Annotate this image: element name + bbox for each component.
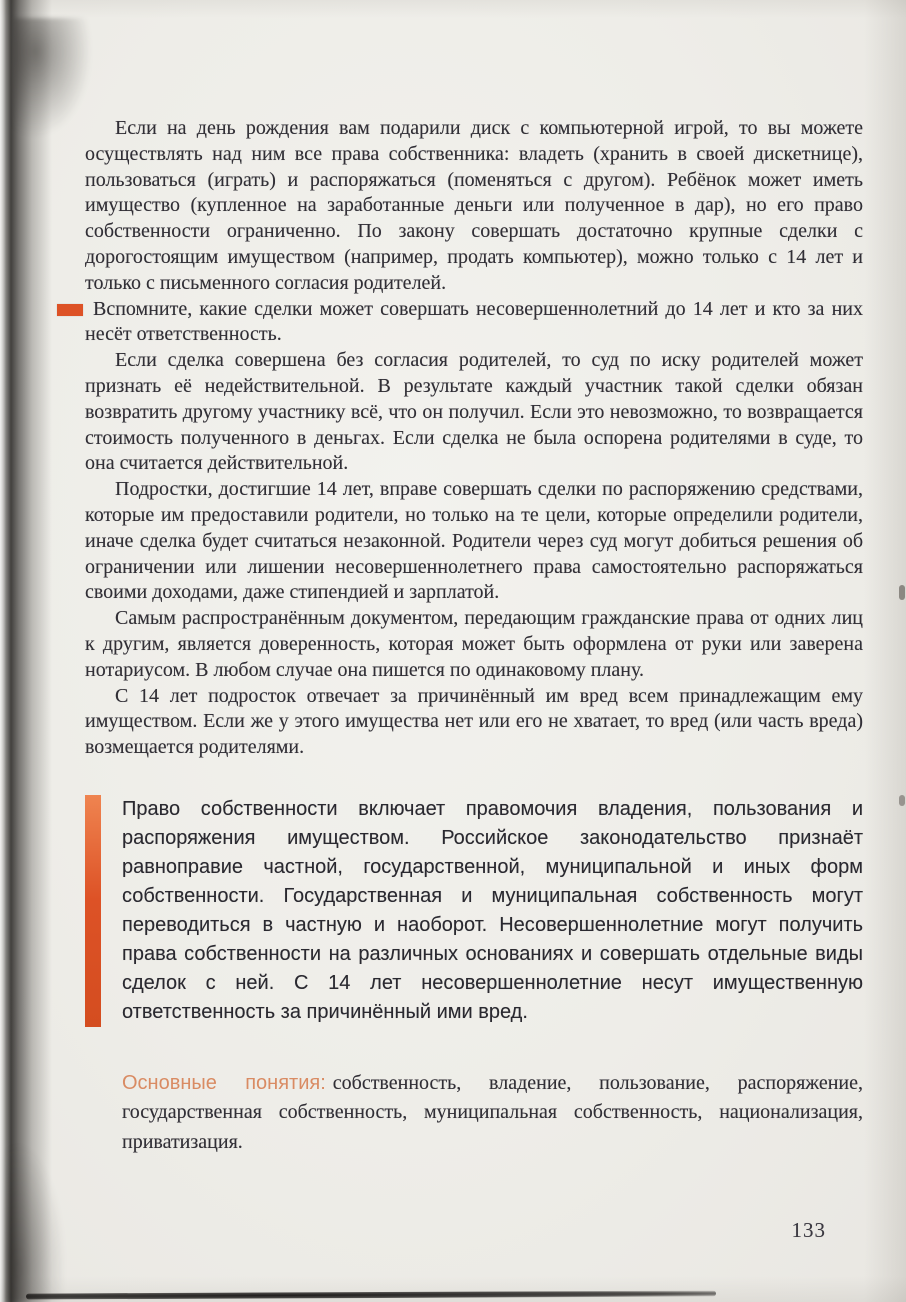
binding-shadow <box>0 0 52 1302</box>
page-content <box>85 116 863 1157</box>
body-paragraph: Если на день рождения вам подарили диск с компьютерной игрой, то вы можете осуществлять над ним все права собственника: владеть (хранить в своей дискетнице), пользоваться (играть) и распоряжаться (поменяться с другом). Ребёнок может иметь имущество (купленное на заработанные деньги или полученное в дар), но его право собственности ограниченно. По закону совершать достаточно крупные сделки с дорогостоящим имуществом (например, продать компьютер), можно только с 14 лет и только с письменного согласия родителей. <box>85 117 863 294</box>
scan-smudge-bottom-left <box>6 1142 66 1302</box>
key-concepts-label: Основные понятия: <box>122 1071 326 1094</box>
body-paragraph: С 14 лет подросток отвечает за причинённый им вред всем принадлежащим ему имуществом. Если же у этого имущества нет или его не хватает, то вред (или часть вреда) возмещается родителями. <box>85 684 863 759</box>
task-marker-icon <box>57 304 83 316</box>
body-paragraph: Подростки, достигшие 14 лет, вправе совершать сделки по распоряжению средствами, которые им предоставили родители, но только на те цели, которые определили родители, иначе сделка будет считаться незаконной. Родители через суд могут добиться решения об ограничении или лишении несовершеннолетнего права самостоятельно распоряжаться своими доходами, даже стипендией и зарплатой. <box>85 478 863 604</box>
recall-task-paragraph <box>85 297 863 349</box>
scan-edge-line <box>26 1290 716 1299</box>
recall-task-text: Вспомните, какие сделки может совершать несовершеннолетний до 14 лет и кто за них несёт ответственность. <box>85 297 863 346</box>
body-paragraph: Если сделка совершена без согласия родителей, то суд по иску родителей может признать её недействительной. В результате каждый участник такой сделки обязан возвратить другому участнику всё, что он получил. Если это невозможно, то возвращается стоимость полученного в деньгах. Если сделка не была оспорена родителями в суде, то она считается действительной. <box>85 349 863 475</box>
page-number: 133 <box>791 1218 826 1242</box>
summary-box <box>85 795 863 1027</box>
key-concepts <box>122 1069 863 1158</box>
summary-accent-bar <box>85 795 101 1027</box>
scan-smudge-top-left <box>14 18 92 138</box>
body-paragraph: Самым распространённым документом, передающим гражданские права от одних лиц к другим, является доверенность, которая может быть оформлена от руки или заверена нотариусом. В любом случае она пишется по одинаковому плану. <box>85 607 863 681</box>
scan-edge-mark <box>899 795 905 806</box>
key-concepts-terms: собственность, владение, пользование, распоряжение, государственная собственность, муниципальная собственность, национализация, приватизация. <box>122 1071 863 1153</box>
summary-text: Право собственности включает правомочия владения, пользования и распоряжения имуществом. Российское законодательство признаёт равноправие частной, государственной, муниципальной и иных форм собственности. Государственная и муниципальная собственность могут переводиться в частную и наоборот. Несовершеннолетние могут получить права собственности на различных основаниях и совершать отдельные виды сделок с ней. С 14 лет несовершеннолетние несут имущественную ответственность за причинённый ими вред. <box>122 797 863 1023</box>
scan-edge-mark <box>899 585 905 600</box>
